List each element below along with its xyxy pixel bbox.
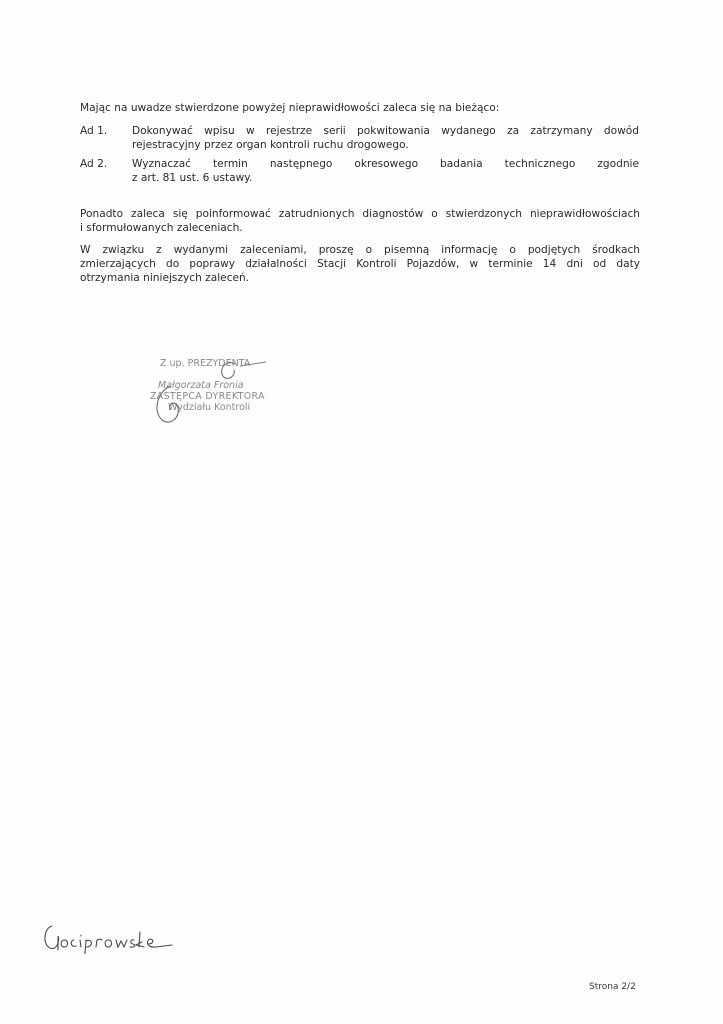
handwritten-note <box>38 918 178 958</box>
handwritten-note-drawing <box>38 918 178 954</box>
paragraph-line: otrzymania niniejszych zaleceń. <box>80 272 250 284</box>
paragraph-line: Ponadto zaleca się poinformować zatrudnionych diagnostów o stwierdzonych nieprawidłowościach <box>80 208 640 220</box>
recommendation-text <box>132 157 639 185</box>
recommendation-line: rejestracyjny przez organ kontroli ruchu drogowego. <box>132 139 409 151</box>
recommendation-label: Ad 2. <box>80 158 108 170</box>
recommendation-line: Wyznaczać termin następnego okresowego badania technicznego zgodnie <box>132 158 639 170</box>
stamp-line-authority: Z up. PREZYDENTA <box>160 358 251 369</box>
page-number: Strona 2/2 <box>589 982 636 992</box>
signature-stamp <box>140 352 290 432</box>
recommendation-line: z art. 81 ust. 6 ustawy. <box>132 172 253 184</box>
paragraph-line: W związku z wydanymi zaleceniami, proszę o pisemną informację o podjętych środkach <box>80 244 640 256</box>
stamp-line-title: ZASTĘPCA DYREKTORA <box>150 391 265 402</box>
paragraph-line: i sformułowanych zaleceniach. <box>80 222 243 234</box>
recommendation-label: Ad 1. <box>80 125 108 137</box>
paragraph-request-information <box>80 243 640 285</box>
recommendation-line: Dokonywać wpisu w rejestrze serii pokwitowania wydanego za zatrzymany dowód <box>132 125 639 137</box>
paragraph-line: zmierzających do poprawy działalności Stacji Kontroli Pojazdów, w terminie 14 dni od daty <box>80 258 640 270</box>
stamp-line-department: Wydziału Kontroli <box>168 402 251 413</box>
paragraph-inform-diagnosticians <box>80 207 640 235</box>
stamp-line-name: Małgorzata Fronia <box>158 380 244 391</box>
intro-text: Mając na uwadze stwierdzone powyżej nieprawidłowości zaleca się na bieżąco: <box>80 102 500 114</box>
recommendation-text <box>132 124 639 152</box>
handwritten-signature-mark <box>140 352 290 432</box>
